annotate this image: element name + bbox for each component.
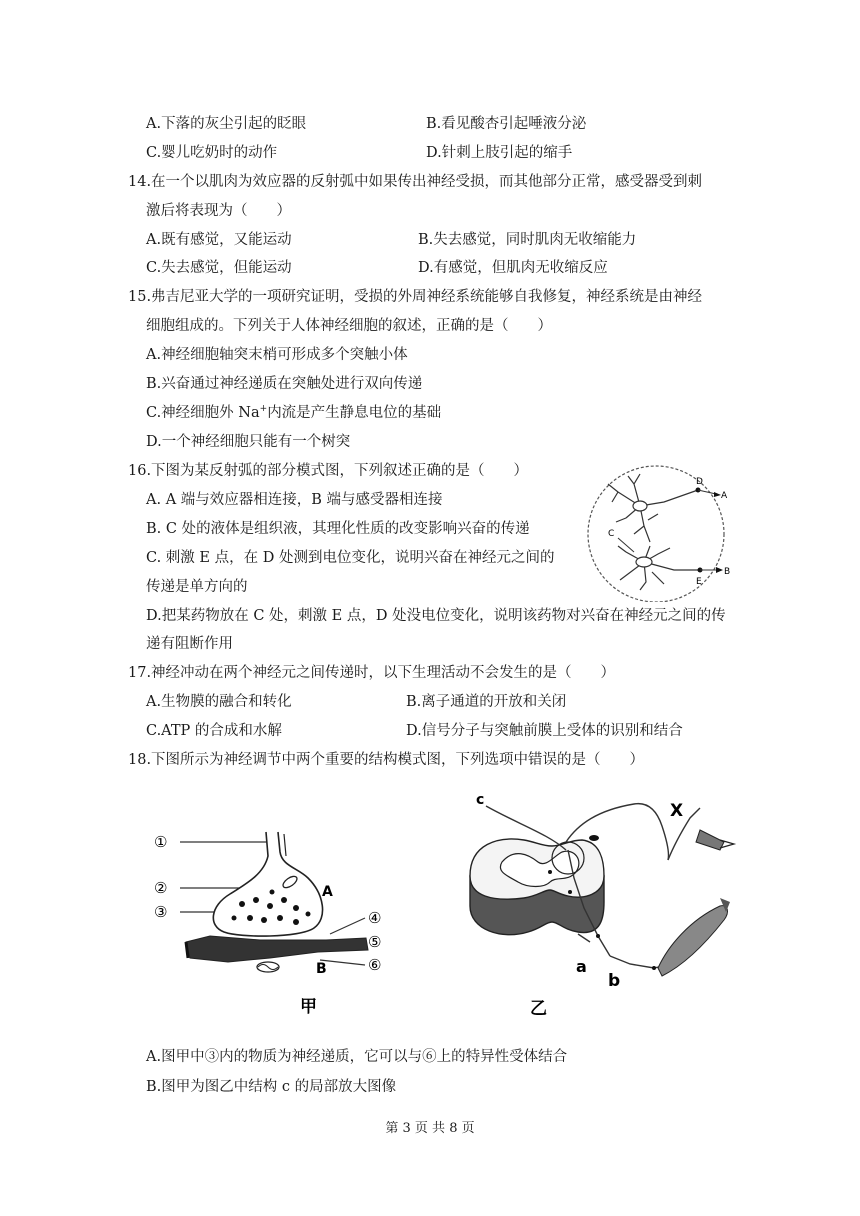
label-e: E (696, 577, 702, 587)
label-a: A (721, 491, 728, 501)
q14-option-a: A.既有感觉，又能运动 (146, 232, 292, 248)
page-footer: 第 3 页 共 8 页 (385, 1121, 475, 1136)
q15-stem-line2: 细胞组成的。下列关于人体神经细胞的叙述，正确的是（ ） (146, 318, 552, 334)
label-letter-b: B (316, 961, 327, 977)
label-4: ④ (368, 909, 382, 927)
label-c: c (476, 792, 485, 808)
q16-option-d-line2: 递有阻断作用 (146, 636, 233, 652)
q15-option-d: D.一个神经细胞只能有一个树突 (146, 434, 351, 450)
label-1: ① (154, 833, 168, 851)
q13-option-b: B.看见酸杏引起唾液分泌 (426, 116, 587, 132)
q14-stem-line2: 激后将表现为（ ） (146, 203, 291, 219)
label-c: C (608, 529, 615, 539)
q13-option-d: D.针刺上肢引起的缩手 (426, 145, 573, 161)
q16-neuron-figure (578, 462, 738, 602)
label-3: ③ (154, 903, 168, 921)
q17-stem: 17.神经冲动在两个神经元之间传递时，以下生理活动不会发生的是（ ） (128, 665, 616, 681)
figure-yi-caption: 乙 (530, 999, 547, 1019)
synapse-figure-jia (150, 822, 420, 1022)
label-5: ⑤ (368, 933, 382, 951)
synaptic-knob (213, 832, 322, 936)
q16-option-d-line1: D.把某药物放在 C 处，刺激 E 点，D 处没电位变化，说明该药物对兴奋在神经元之间的传 (146, 608, 726, 624)
q17-option-c: C.ATP 的合成和水解 (146, 723, 282, 739)
q16-option-a: A. A 端与效应器相连接，B 端与感受器相连接 (146, 492, 443, 508)
label-letter-a: A (322, 884, 333, 900)
q17-option-d: D.信号分子与突触前膜上受体的识别和结合 (406, 723, 683, 739)
q15-option-b: B.兴奋通过神经递质在突触处进行双向传递 (146, 376, 423, 392)
q14-option-b: B.失去感觉，同时肌肉无收缩能力 (418, 232, 637, 248)
q13-option-a: A.下落的灰尘引起的眨眼 (146, 116, 307, 132)
label-b: B (724, 567, 731, 577)
postsynaptic-membrane (186, 936, 368, 962)
label-6: ⑥ (368, 956, 382, 974)
label-b: b (608, 971, 621, 991)
q18-stem: 18.下图所示为神经调节中两个重要的结构模式图，下列选项中错误的是（ ） (128, 752, 645, 768)
reflex-arc-figure-yi (458, 790, 748, 1022)
q15-option-a: A.神经细胞轴突末梢可形成多个突触小体 (146, 347, 408, 363)
q16-stem: 16.下图为某反射弧的部分模式图，下列叙述正确的是（ ） (128, 463, 529, 479)
muscle-effector (658, 906, 727, 976)
upper-neuron (608, 474, 698, 542)
q15-option-c-pre: C.神经细胞外 Na (146, 405, 260, 421)
q15-option-c (146, 403, 441, 423)
q16-option-c-line1: C. 刺激 E 点，在 D 处测到电位变化，说明兴奋在神经元之间的 (146, 550, 555, 566)
label-a: a (576, 957, 587, 976)
q18-option-a: A.图甲中③内的物质为神经递质，它可以与⑥上的特异性受体结合 (146, 1049, 568, 1065)
figure-jia-caption: 甲 (300, 997, 317, 1017)
label-d: D (696, 477, 703, 487)
q15-stem-line1: 15.弗吉尼亚大学的一项研究证明，受损的外周神经系统能够自我修复，神经系统是由神经 (128, 289, 703, 305)
q17-option-a: A.生物膜的融合和转化 (146, 694, 292, 710)
label-x: X (670, 801, 684, 821)
q17-option-b: B.离子通道的开放和关闭 (406, 694, 567, 710)
label-2: ② (154, 879, 168, 897)
q13-option-c: C.婴儿吃奶时的动作 (146, 145, 278, 161)
q15-option-c-superscript: + (259, 404, 268, 415)
q16-option-b: B. C 处的液体是组织液，其理化性质的改变影响兴奋的传递 (146, 521, 530, 537)
lower-neuron (618, 546, 700, 590)
q14-option-d: D.有感觉，但肌肉无收缩反应 (418, 260, 608, 276)
q16-option-c-line2: 传递是单方向的 (146, 579, 248, 595)
q14-stem-line1: 14.在一个以肌肉为效应器的反射弧中如果传出神经受损，而其他部分正常，感受器受到刺 (128, 174, 703, 190)
q15-option-c-post: 内流是产生静息电位的基础 (267, 405, 442, 421)
q18-option-b: B.图甲为图乙中结构 c 的局部放大图像 (146, 1079, 397, 1095)
q14-option-c: C.失去感觉，但能运动 (146, 260, 292, 276)
